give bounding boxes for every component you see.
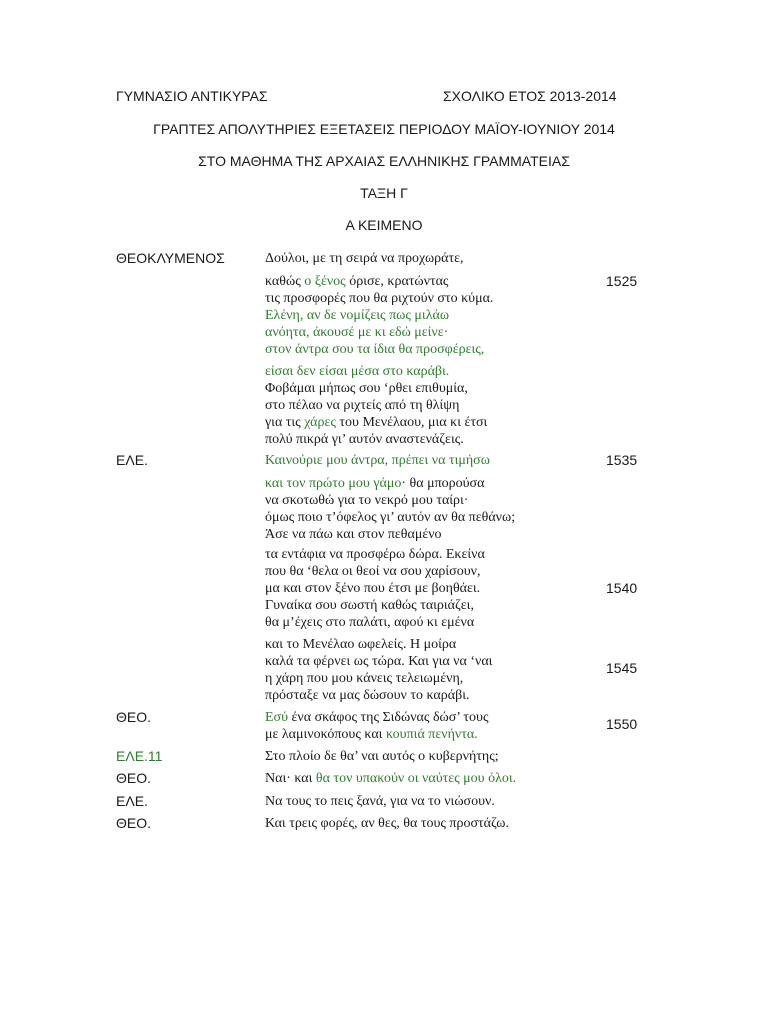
verse-line [265, 475, 484, 492]
verse-segment-highlight: θα τον υπακούν οι ναύτες μου όλοι. [315, 771, 517, 786]
verse-line [265, 273, 448, 290]
verse-segment: του Μενέλαου, μια κι έτσι [335, 415, 488, 430]
class-title: ΤΑΞΗ Γ [360, 185, 408, 201]
verse-line: που θα ‘θελα οι θεοί να σου χαρίσουν, [265, 564, 481, 579]
verse-line [265, 726, 478, 743]
speaker-theo: ΘΕΟ. [116, 815, 152, 831]
verse-segment: με λαμινοκόπους και [265, 727, 386, 742]
verse-line: καλά τα φέρνει ως τώρα. Και για να ‘ναι [265, 654, 493, 669]
verse-segment-highlight: χάρες [304, 415, 336, 430]
verse-segment-highlight: ο ξένος [304, 274, 346, 289]
line-number: 1550 [606, 716, 638, 732]
school-year: ΣΧΟΛΙΚΟ ΕΤΟΣ 2013-2014 [443, 88, 617, 104]
speaker-ele-11: ΕΛΕ.11 [116, 748, 163, 764]
speaker-theo: ΘΕΟ. [116, 770, 152, 786]
verse-segment: · θα μπορούσα [401, 476, 485, 491]
verse-line-highlight: στον άντρα σου τα ίδια θα προσφέρεις, [265, 342, 485, 357]
verse-segment: όρισε, κρατώντας [345, 274, 449, 289]
verse-line: Να τους το πεις ξανά, για να το νιώσουν. [265, 794, 495, 809]
verse-line: μα και στον ξένο που έτσι με βοηθάει. [265, 581, 481, 596]
verse-line: να σκοτωθώ για το νεκρό μου ταίρι· [265, 493, 469, 508]
verse-line-highlight: Ελένη, αν δε νομίζεις πως μιλάω [265, 308, 450, 323]
subject-title: ΣΤΟ ΜΑΘΗΜΑ ΤΗΣ ΑΡΧΑΙΑΣ ΕΛΛΗΝΙΚΗΣ ΓΡΑΜΜΑΤΕΙΑΣ [198, 153, 570, 169]
verse-line: Και τρεις φορές, αν θες, θα τους προστάζω. [265, 816, 509, 831]
verse-line [265, 709, 489, 726]
speaker-ele: ΕΛΕ. [116, 793, 148, 809]
line-number: 1540 [606, 580, 638, 596]
section-title: Α ΚΕΙΜΕΝΟ [345, 217, 423, 233]
verse-line-highlight: Καινούριε μου άντρα, πρέπει να τιμήσω [265, 453, 490, 468]
verse-segment: καθώς [265, 274, 305, 289]
line-number: 1545 [606, 660, 638, 676]
verse-line: η χάρη που μου κάνεις τελειωμένη, [265, 671, 464, 686]
verse-line: Στο πλοίο δε θα’ ναι αυτός ο κυβερνήτης; [265, 749, 499, 764]
verse-segment-highlight: κουπιά πενήντα. [385, 727, 478, 742]
verse-segment: ένα σκάφος της Σιδώνας δώσ’ τους [288, 710, 489, 725]
verse-segment: για τις [265, 415, 305, 430]
verse-line: στο πέλαο να ριχτείς από τη θλίψη [265, 398, 460, 413]
verse-line-highlight: είσαι δεν είσαι μέσα στο καράβι. [265, 364, 450, 379]
verse-line: Άσε να πάω και στον πεθαμένο [265, 527, 442, 542]
verse-line: θα μ’έχεις στο παλάτι, αφού κι εμένα [265, 615, 475, 630]
verse-line: τα εντάφια να προσφέρω δώρα. Εκείνα [265, 547, 485, 562]
verse-segment-highlight: Εσύ [265, 710, 289, 725]
verse-line [265, 414, 487, 431]
verse-line: πρόσταξε να μας δώσουν το καράβι. [265, 688, 470, 703]
speaker-theoklymenos: ΘΕΟΚΛΥΜΕΝΟΣ [116, 250, 225, 266]
verse-line: όμως ποιο τ’όφελος γι’ αυτόν αν θα πεθάνω; [265, 510, 516, 525]
verse-line: Δούλοι, με τη σειρά να προχωράτε, [265, 251, 464, 266]
speaker-ele: ΕΛΕ. [116, 452, 148, 468]
line-number: 1525 [606, 273, 638, 289]
verse-line: Γυναίκα σου σωστή καθώς ταιριάζει, [265, 598, 474, 613]
verse-line: Φοβάμαι μήπως σου ‘ρθει επιθυμία, [265, 381, 468, 396]
speaker-theo: ΘΕΟ. [116, 709, 152, 725]
exam-title: ΓΡΑΠΤΕΣ ΑΠΟΛΥΤΗΡΙΕΣ ΕΞΕΤΑΣΕΙΣ ΠΕΡΙΟΔΟΥ ΜΑΪΟΥ-ΙΟΥΝΙΟΥ 2014 [153, 121, 615, 137]
verse-line: και το Μενέλαο ωφελείς. Η μοίρα [265, 637, 457, 652]
verse-line [265, 770, 516, 787]
verse-line: πολύ πικρά γι’ αυτόν αναστενάζεις. [265, 432, 464, 447]
school-name: ΓΥΜΝΑΣΙΟ ΑΝΤΙΚΥΡΑΣ [116, 88, 268, 104]
verse-segment: Ναι· και [265, 771, 316, 786]
line-number: 1535 [606, 452, 638, 468]
verse-line-highlight: ανόητα, άκουσέ με κι εδώ μείνε· [265, 325, 449, 340]
verse-line: τις προσφορές που θα ριχτούν στο κύμα. [265, 291, 494, 306]
verse-segment-highlight: και τον πρώτο μου γάμο [265, 476, 402, 491]
